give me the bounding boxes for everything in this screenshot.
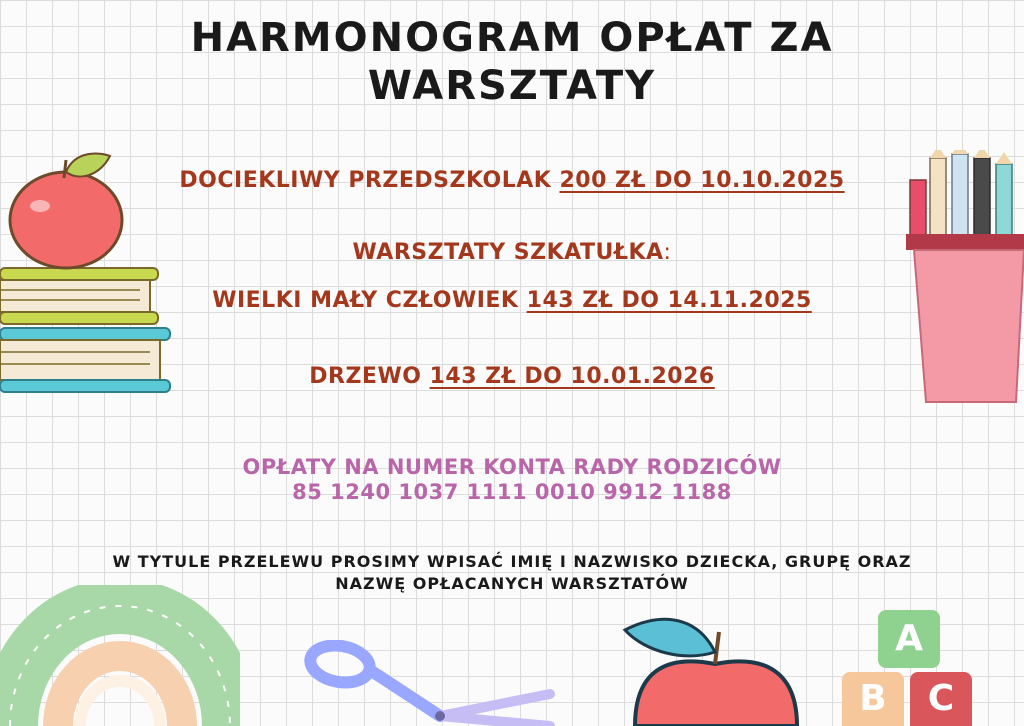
block-b: B [842,672,904,726]
workshop-fee: 143 ZŁ DO 10.01.2026 [429,364,715,389]
title-line-2: WARSZTATY [367,63,657,109]
payment-info [0,455,1024,505]
group-heading-text: WARSZTATY SZKATUŁKA [352,240,664,265]
workshop-name: WIELKI MAŁY CZŁOWIEK [212,288,519,313]
page-title [0,14,1024,110]
block-a: A [878,610,940,668]
bank-account-number: 85 1240 1037 1111 0010 9912 1188 [292,480,732,504]
title-line-1: HARMONOGRAM OPŁAT ZA [190,15,834,61]
workshop-name: DRZEWO [309,364,422,389]
group-heading-colon: : [663,240,672,265]
note-line-1: W TYTULE PRZELEWU PROSIMY WPISAĆ IMIĘ I NAZWISKO DZIECKA, GRUPĘ ORAZ [112,552,912,571]
abc-blocks-illustration [842,610,982,726]
apple-books-illustration [0,150,180,410]
pencil-cup-illustration [904,150,1024,406]
block-c: C [910,672,972,726]
rainbow-illustration [0,585,240,726]
workshop-fee: 200 ZŁ DO 10.10.2025 [559,168,845,193]
apple-icon [625,619,797,726]
workshop-fee: 143 ZŁ DO 14.11.2025 [526,288,812,313]
payment-line: OPŁATY NA NUMER KONTA RADY RODZICÓW [242,455,782,479]
apple-illustration [615,612,815,726]
note-line-2: NAZWĘ OPŁACANYCH WARSZTATÓW [335,574,689,593]
cup-icon [906,234,1024,402]
workshop-name: DOCIEKLIWY PRZEDSZKOLAK [179,168,552,193]
pencil-icon [910,150,1012,240]
scissors-icon [307,641,550,726]
apple-icon [10,153,122,268]
book-stack-icon [0,268,170,392]
scissors-illustration [300,640,560,726]
